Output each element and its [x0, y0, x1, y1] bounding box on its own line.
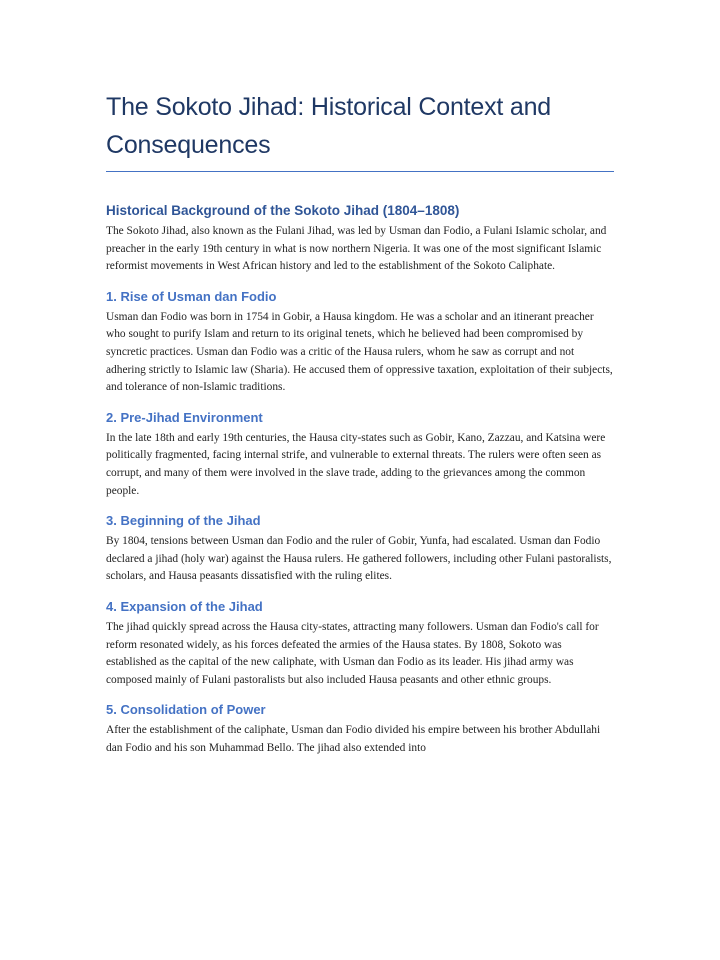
intro-paragraph: The Sokoto Jihad, also known as the Fulani Jihad, was led by Usman dan Fodio, a Fulani Islamic scholar, and preacher in the early 19th century in what is now northern Nigeria. It was one of the most significant Islamic reformist movements in West African history and led to the establishment of the Sokoto Caliphate. — [106, 225, 607, 273]
section-body-pre-jihad: In the late 18th and early 19th centuries, the Hausa city-states such as Gobir, Kano, Zazzau, and Katsina were politically fragmented, facing internal strife, and vulnerable to external threats. The rulers were often seen as corrupt, and many of them were involved in the slave trade, adding to the grievances among the common people. — [106, 431, 606, 497]
main-heading: Historical Background of the Sokoto Jihad (1804–1808) — [106, 203, 460, 218]
document-page — [106, 88, 614, 757]
section-heading-consolidation: 5. Consolidation of Power — [106, 702, 266, 718]
title-underline — [106, 171, 614, 172]
section-heading-beginning: 3. Beginning of the Jihad — [106, 513, 261, 529]
section-heading-rise: 1. Rise of Usman dan Fodio — [106, 288, 277, 304]
section-body-rise: Usman dan Fodio was born in 1754 in Gobir, a Hausa kingdom. He was a scholar and an itinerant preacher who sought to purify Islam and return to its original tenets, which he believed had been compromised by syncretic practices. Usman dan Fodio was a critic of the Hausa rulers, whom he saw as corrupt and not adhering strictly to Islamic law (Sharia). He accused them of oppressive taxation, exploitation of their subjects, and tolerance of non-Islamic traditions. — [106, 310, 613, 394]
section-heading-expansion: 4. Expansion of the Jihad — [106, 598, 263, 614]
document-title: The Sokoto Jihad: Historical Context and Consequences — [106, 93, 552, 159]
section-heading-pre-jihad: 2. Pre-Jihad Environment — [106, 409, 263, 425]
section-body-consolidation: After the establishment of the caliphate, Usman dan Fodio divided his empire between his brother Abdullahi dan Fodio and his son Muhammad Bello. The jihad also extended into — [106, 724, 601, 754]
section-body-expansion: The jihad quickly spread across the Hausa city-states, attracting many followers. Usman dan Fodio's call for reform resonated widely, as his forces defeated the armies of the Hausa states. By 1808, Sokoto was established as the capital of the new caliphate, with Usman dan Fodio as its leader. His jihad army was composed mainly of Fulani pastoralists but also included Hausa peasants and other ethnic groups. — [106, 620, 599, 686]
section-body-beginning: By 1804, tensions between Usman dan Fodio and the ruler of Gobir, Yunfa, had escalated. Usman dan Fodio declared a jihad (holy war) against the Hausa rulers. He gathered followers, including other Fulani pastoralists, scholars, and Hausa peasants dissatisfied with the ruling elites. — [106, 535, 612, 583]
